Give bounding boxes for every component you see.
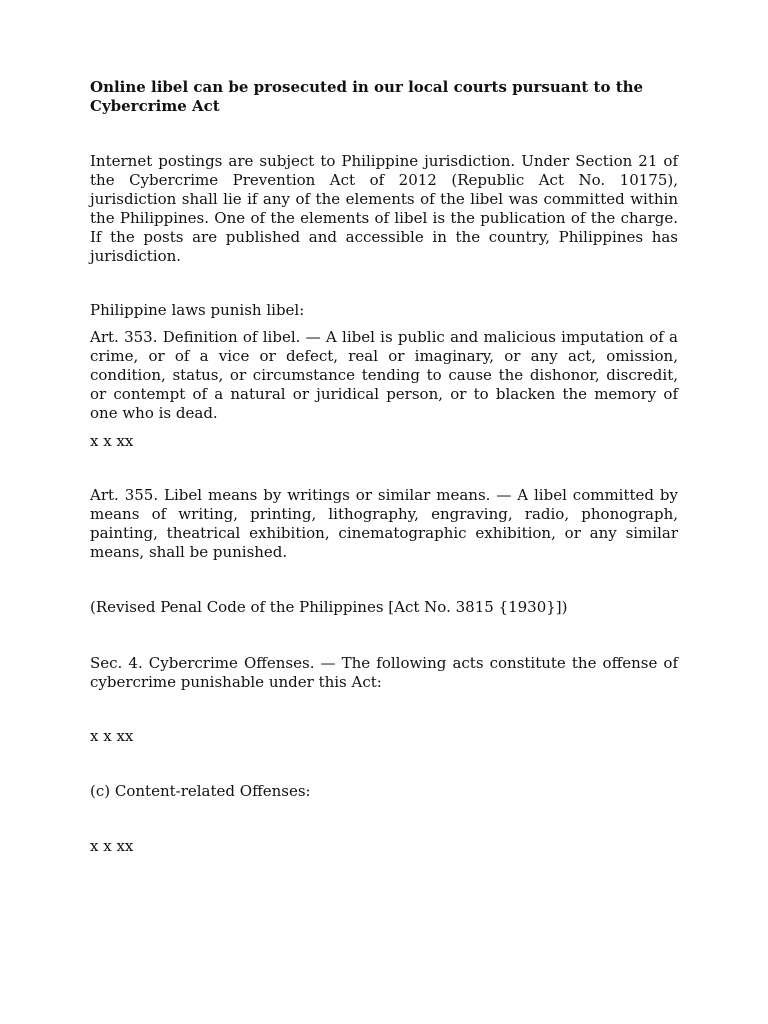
paragraph-jurisdiction: Internet postings are subject to Philippine jurisdiction. Under Section 21 of the Cybercrime Prevention Act of 2012 (Republic Act No. 10175), jurisdiction shall lie if any of the elements of the libel was committed within the Philippines. One of the elements of libel is the publication of the charge. If the posts are published and accessible in the country, Philippines has jurisdiction. — [90, 152, 678, 265]
paragraph-omission-1: x x xx — [90, 432, 134, 450]
paragraph-sec-4: Sec. 4. Cybercrime Offenses. — The following acts constitute the offense of cybercrime punishable under this Act: — [90, 654, 678, 691]
paragraph-art-353: Art. 353. Definition of libel. — A libel is public and malicious imputation of a crime, or of a vice or defect, real or imaginary, or any act, omission, condition, status, or circumstance tending to cause the dishonor, discredit, or contempt of a natural or juridical person, or to blacken the memory of one who is dead. — [90, 328, 678, 422]
paragraph-content-offenses: (c) Content-related Offenses: — [90, 782, 311, 800]
paragraph-omission-2: x x xx — [90, 727, 134, 745]
paragraph-revised-penal-code: (Revised Penal Code of the Philippines [Act No. 3815 {1930}]) — [90, 598, 568, 616]
paragraph-art-355: Art. 355. Libel means by writings or similar means. — A libel committed by means of writing, printing, lithography, engraving, radio, phonograph, painting, theatrical exhibition, cinematographic exhibition, or any similar means, shall be punished. — [90, 486, 678, 561]
document-title: Online libel can be prosecuted in our local courts pursuant to the Cybercrime Act — [90, 78, 644, 115]
paragraph-laws-intro: Philippine laws punish libel: — [90, 301, 305, 319]
paragraph-omission-3: x x xx — [90, 837, 134, 855]
